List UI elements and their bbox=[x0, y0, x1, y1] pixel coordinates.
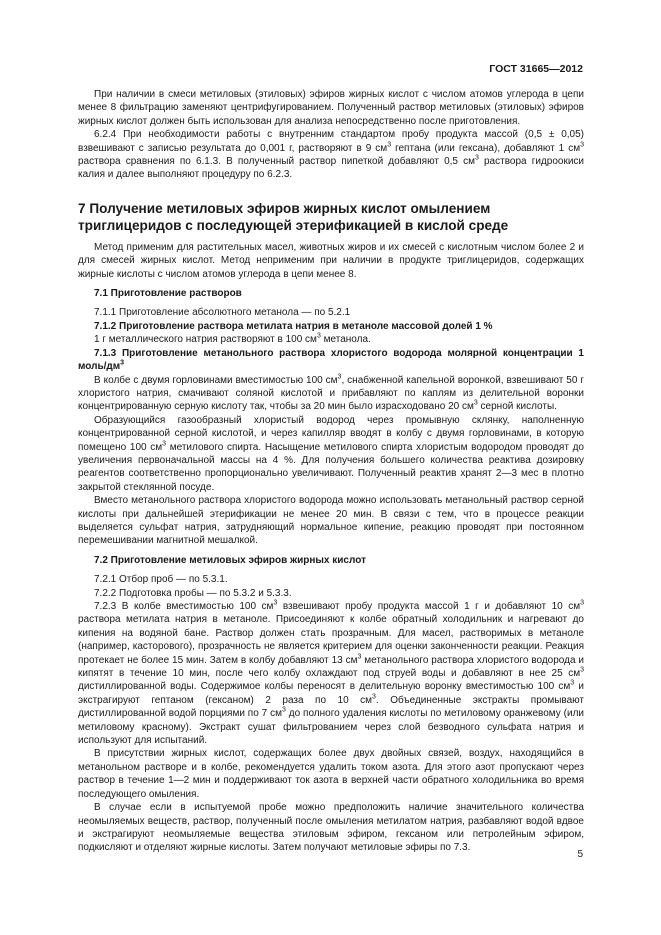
paragraph-7-1-3-a: В колбе с двумя горловинами вместимостью 100 $см^3$, снабженной капельной воронкой, взвешивают 50 г хлористого натрия, смачивают соляной кислотой и прибавляют по каплям из делительной воронки концентрированную серную кислоту так, чтобы за 20 мин было израсходовано 20 $см^3$ серной кислоты. bbox=[78, 373, 584, 413]
paragraph-unsaponifiable: В случае если в испытуемой пробе можно предположить наличие значительного количества неомыляемых веществ, раствор, полученный после омыления метилатом натрия, разбавляют водой вдвое и экстрагируют неомыляемые вещества этиловым эфиром, гексаном или петролейным эфиром, подкисляют и отделяют жирные кислоты. Затем получают метиловые эфиры по 7.3. bbox=[78, 802, 584, 854]
section-7-heading: 7 Получение метиловых эфиров жирных кислот омылением триглицеридов с последующей этерификацией в кислой среде bbox=[78, 200, 509, 233]
paragraph-7-2-3: 7.2.3 В колбе вместимостью 100 $см^3$ взвешивают пробу продукта массой 1 г и добавляют 10 $см^3$ раствора метилата натрия в метаноле. Присоединяют к колбе обратный холодильник и нагревают до кипения на водяной бане. Раствор должен стать прозрачным. Для масел, растворимых в метаноле (например, касторового), прозрачность не является критерием для оценки законченности реакции. Реакция протекает не более 15 мин. Затем в колбу добавляют 13 $см^3$ метанольного раствора хлористого водорода и кипятят в течение 10 мин, после чего колбу охлаждают под струей воды и добавляют в нее 25 $см^3$ дистиллированной воды. Содержимое колбы переносят в делительную воронку вместимостью 100 $см^3$ и экстрагируют гептаном (гексаном) 2 раза по 10 $см^3$. Объединенные экстракты промывают дистиллированной водой порциями по 7 $см^3$ до полного удаления кислоты по метиловому оранжевому (или метиловому красному). Экстракт сушат фильтрованием через слой безводного сульфата натрия и используют для испытаний. bbox=[78, 599, 585, 747]
paragraph-7-1-1: 7.1.1 Приготовление абсолютного метанола — по 5.2.1 bbox=[94, 307, 351, 319]
page-number: 5 bbox=[577, 849, 583, 860]
standard-number: ГОСТ 31665—2012 bbox=[489, 63, 583, 75]
heading-7-1-3: 7.1.3 Приготовление метанольного раствора хлористого водорода молярной концентрации 1 моль/$дм^3$ bbox=[78, 347, 584, 373]
section-7-intro: Метод применим для растительных масел, животных жиров и их смесей с кислотным числом более 2 и для смесей жирных кислот. Метод неприменим при наличии в продукте триглицеридов, содержащих жирные кислоты с числом атомов углерода в цепи менее 8. bbox=[78, 241, 584, 280]
paragraph-7-2-1: 7.2.1 Отбор проб — по 5.3.1. bbox=[94, 574, 228, 586]
paragraph-centrifuge: При наличии в смеси метиловых (этиловых) эфиров жирных кислот с числом атомов углерода в цепи менее 8 фильтрацию заменяют центрифугированием. Полученный раствор метиловых (этиловых) эфиров жирных кислот должен быть использован для анализа непосредственно после приготовления. bbox=[78, 89, 584, 127]
paragraph-unsaturated: В присутствии жирных кислот, содержащих более двух двойных связей, воздух, находящийся в метанольном растворе и в колбе, рекомендуется удалить током азота. Для этого азот пропускают через раствор в течение 1—2 мин и поддерживают ток азота в верхней части обратного холодильника во время последующего омыления. bbox=[78, 748, 584, 800]
paragraph-7-1-3-c: Вместо метанольного раствора хлористого водорода можно использовать метанольный раствор серной кислоты при дальнейшей этерификации не менее 20 мин. В связи с тем, что в процессе реакции выделяется сульфат натрия, затрудняющий нормальное кипение, реакцию проводят при постоянном перемешивании магнитной мешалкой. bbox=[78, 495, 584, 547]
heading-7-1-2: 7.1.2 Приготовление раствора метилата натрия в метаноле массовой долей 1 % bbox=[94, 320, 493, 332]
document-body bbox=[78, 88, 584, 855]
heading-7-1: 7.1 Приготовление растворов bbox=[94, 288, 242, 300]
paragraph-7-1-2: 1 г металлического натрия растворяют в 100 $см^3$ метанола. bbox=[94, 332, 371, 346]
paragraph-7-1-3-b: Образующийся газообразный хлористый водород через промывную склянку, наполненную концентрированной серной кислотой, и через капилляр вводят в колбу с двумя горловинами, в которую помещено 100 $см^3$ метилового спирта. Насыщение метилового спирта хлористым водородом проводят до увеличения первоначальной массы на 4 %. Для получения большего количества реактива дозировку реагентов соответственно пропорционально увеличивают. Полученный реактив хранят 2—3 мес в плотно закрытой стеклянной посуде. bbox=[78, 414, 584, 493]
heading-7-2: 7.2 Приготовление метиловых эфиров жирных кислот bbox=[94, 554, 366, 566]
paragraph-7-2-2: 7.2.2 Подготовка пробы — по 5.3.2 и 5.3.3. bbox=[94, 587, 292, 599]
paragraph-6-2-4: 6.2.4 При необходимости работы с внутренним стандартом пробу продукта массой (0,5 ± 0,05) взвешивают с записью результата до 0,001 г, растворяют в 9 $см^3$ гептана (или гексана), добавляют 1 $см^3$ раствора сравнения по 6.1.3. В полученный раствор пипеткой добавляют 0,5 $см^3$ раствора гидроокиси калия и далее выполняют процедуру по 6.2.3. bbox=[78, 129, 585, 181]
